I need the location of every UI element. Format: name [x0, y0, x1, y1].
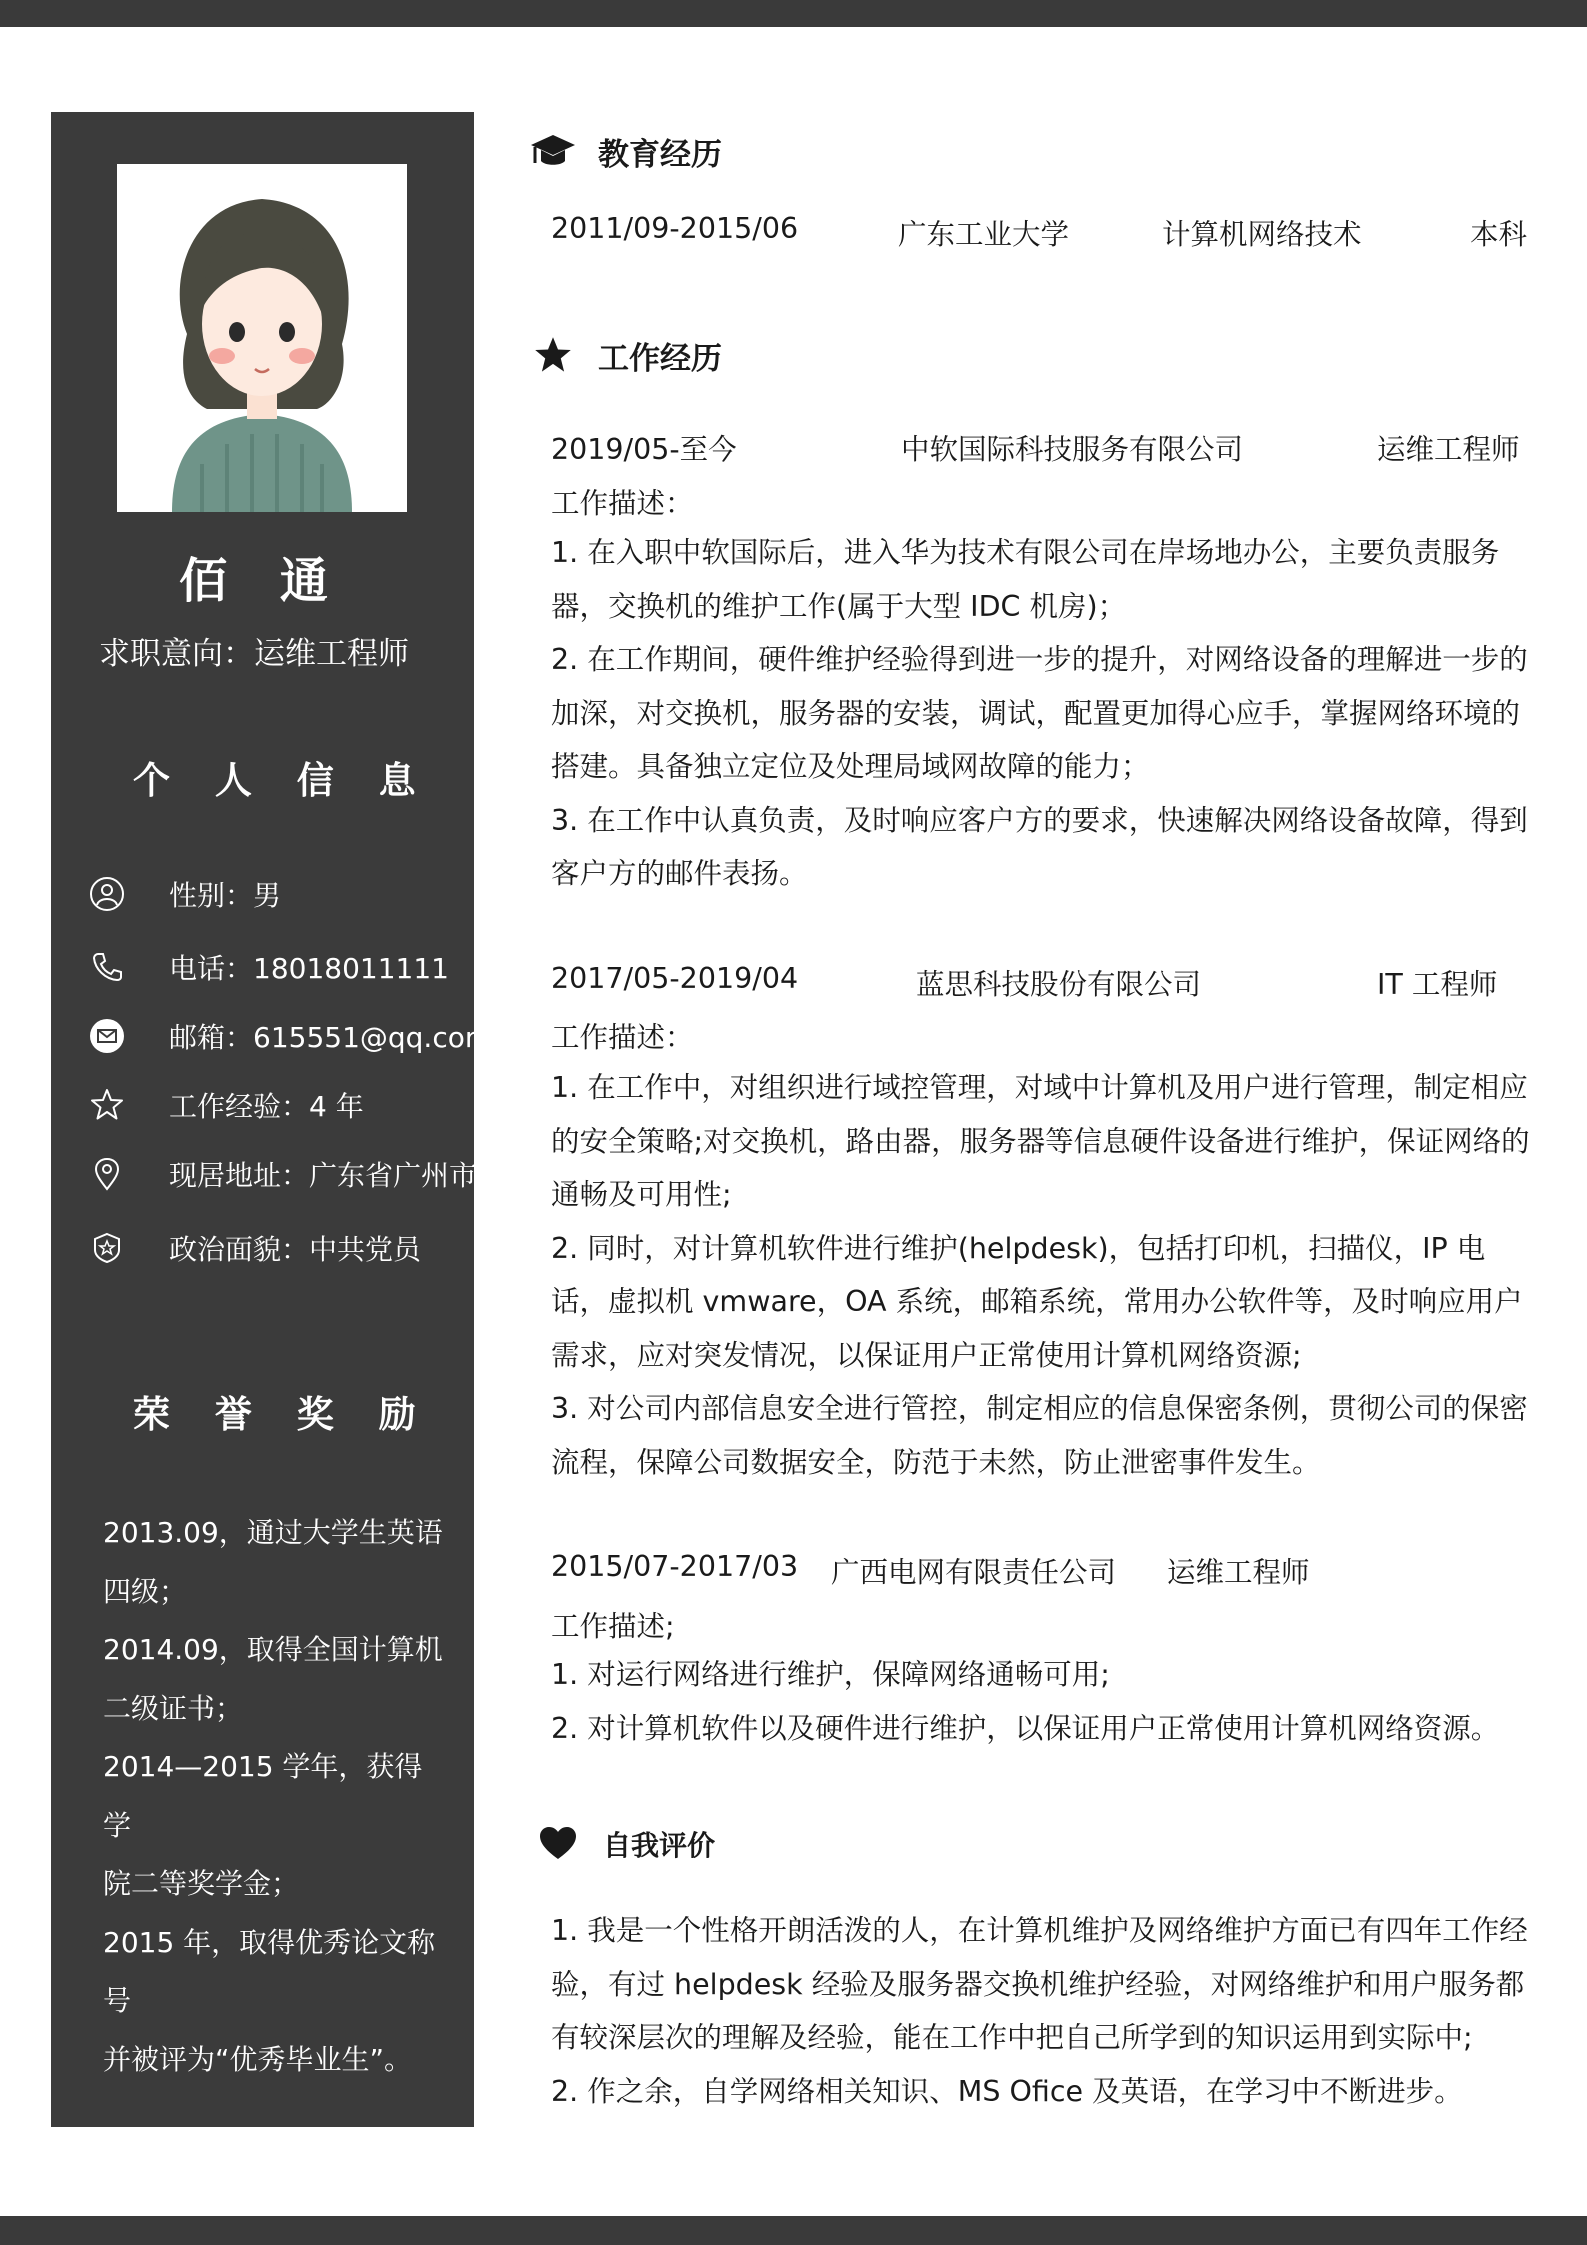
job-period: 2017/05-2019/04: [551, 962, 799, 995]
job-period: 2019/05-至今: [551, 433, 737, 466]
job-desc-item: 2. 在工作期间，硬件维护经验得到进一步的提升，对网络设备的理解进一步的加深，对交换机，服务器的安装，调试，配置更加得心应手，掌握网络环境的搭建。具备独立定位及处理局域网故障的能力；: [551, 643, 1528, 783]
self-eval-list: [551, 1904, 1541, 2118]
graduation-cap-icon: [528, 126, 578, 176]
mail-icon: [87, 1016, 127, 1056]
job-desc-item: 1. 在入职中软国际后，进入华为技术有限公司在岸场地办公，主要负责服务器，交换机的维护工作(属于大型 IDC 机房)；: [551, 536, 1500, 623]
job-company: 中软国际科技服务有限公司: [901, 433, 1244, 466]
work-heading: 工作经历: [598, 340, 722, 377]
job-desc-item: 3. 对公司内部信息安全进行管控，制定相应的信息保密条例，贯彻公司的保密流程，保障公司数据安全，防范于未然，防止泄密事件发生。: [551, 1392, 1528, 1479]
education-major: 计算机网络技术: [1162, 218, 1362, 251]
user-icon: [87, 874, 127, 914]
personal-info-heading: 个 人 信 息: [133, 759, 432, 802]
job-desc-item: 3. 在工作中认真负责，及时响应客户方的要求，快速解决网络设备故障，得到客户方的邮件表扬。: [551, 803, 1528, 890]
bottom-border-bar: [0, 2216, 1587, 2245]
sidebar: [51, 112, 493, 2127]
education-heading: 教育经历: [598, 136, 722, 173]
info-row-gender: [87, 872, 281, 916]
honor-line: 院二等奖学金；: [103, 1867, 300, 1900]
info-row-experience: [87, 1083, 364, 1127]
heart-icon: [533, 1819, 583, 1869]
education-period: 2011/09-2015/06: [551, 212, 799, 245]
honors-list: [103, 1504, 443, 2089]
info-row-address: [87, 1152, 477, 1196]
info-experience: 工作经验：4 年: [169, 1090, 364, 1123]
info-address: 现居地址：广东省广州市: [169, 1159, 478, 1192]
job-desc-label: 工作描述：: [551, 1021, 694, 1054]
job-desc-label: 工作描述：: [551, 487, 694, 520]
education-section-header: [528, 126, 722, 176]
job-desc-item: 2. 同时，对计算机软件进行维护(helpdesk)，包括打印机，扫描仪，IP 电话，虚拟机 vmware，OA 系统，邮箱系统，常用办公软件等，及时响应用户需求，应对突发情况，以保证用户正常使用计算机网络资源;: [551, 1231, 1523, 1372]
job-intent: 求职意向：运维工程师: [99, 636, 409, 672]
honor-line: 并被评为“优秀毕业生”。: [103, 2042, 413, 2076]
star-icon: [87, 1085, 127, 1125]
job-desc-list: [551, 1648, 1541, 1755]
honor-line: 2013.09，通过大学生英语: [103, 1516, 443, 1549]
info-email: 邮箱：615551@qq.com: [169, 1021, 493, 1054]
job-desc-list: [551, 526, 1541, 901]
job-desc-item: 1. 对运行网络进行维护，保障网络通畅可用;: [551, 1658, 1110, 1691]
job-company: 广西电网有限责任公司: [831, 1556, 1117, 1589]
job-desc-item: 1. 在工作中，对组织进行域控管理，对域中计算机及用户进行管理，制定相应的安全策略;对交换机，路由器，服务器等信息硬件设备进行维护，保证网络的通畅及可用性;: [551, 1071, 1530, 1211]
job-period: 2015/07-2017/03: [551, 1550, 799, 1583]
self-eval-item: 2. 作之余，自学网络相关知识、MS Ofice 及英语，在学习中不断进步。: [551, 2074, 1463, 2108]
self-eval-section-header: [533, 1819, 715, 1869]
info-political: 政治面貌：中共党员: [169, 1233, 422, 1266]
honor-line: 2014—2015 学年，获得学: [103, 1750, 423, 1842]
job-title: IT 工程师: [1377, 968, 1498, 1001]
star-icon: [528, 330, 578, 380]
info-gender: 性别：男: [169, 879, 282, 912]
info-row-email: [87, 1014, 492, 1058]
job-company: 蓝思科技股份有限公司: [916, 968, 1202, 1001]
job-desc-list: [551, 1061, 1541, 1489]
info-row-phone: [87, 945, 449, 989]
job-desc-item: 2. 对计算机软件以及硬件进行维护，以保证用户正常使用计算机网络资源。: [551, 1711, 1500, 1745]
candidate-name: 佰 通: [179, 553, 346, 609]
work-section-header: [528, 330, 722, 380]
self-eval-heading: 自我评价: [603, 1829, 716, 1862]
honor-line: 2015 年，取得优秀论文称号: [103, 1925, 436, 2017]
badge-icon: [87, 1228, 127, 1268]
honor-line: 二级证书；: [103, 1691, 244, 1725]
info-phone: 电话：18018011111: [169, 952, 449, 985]
profile-photo: [117, 164, 407, 512]
job-title: 运维工程师: [1167, 1556, 1310, 1589]
info-row-political: [87, 1226, 421, 1270]
honor-line: 2014.09，取得全国计算机: [103, 1633, 443, 1666]
location-icon: [87, 1154, 127, 1194]
top-border-bar: [0, 0, 1587, 27]
job-title: 运维工程师: [1377, 433, 1520, 466]
honor-line: 四级；: [103, 1574, 188, 1608]
phone-icon: [87, 947, 127, 987]
honors-heading: 荣 誉 奖 励: [133, 1393, 432, 1436]
self-eval-item: 1. 我是一个性格开朗活泼的人，在计算机维护及网络维护方面已有四年工作经验，有过 helpdesk 经验及服务器交换机维护经验，对网络维护和用户服务都有较深层次的理解及经验，能在工作中把自己所学到的知识运用到实际中;: [551, 1914, 1528, 2054]
education-school: 广东工业大学: [898, 218, 1070, 251]
job-desc-label: 工作描述;: [551, 1610, 675, 1643]
education-degree: 本科: [1470, 218, 1528, 251]
